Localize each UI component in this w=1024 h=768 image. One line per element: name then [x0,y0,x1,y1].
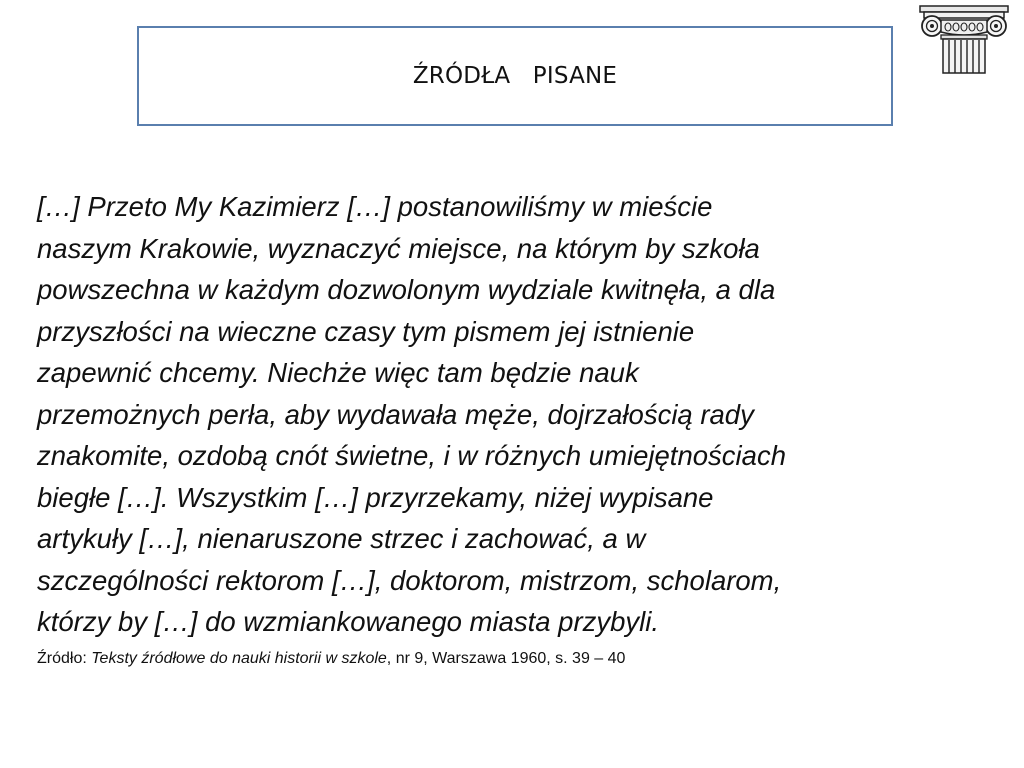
quote-line: […] Przeto My Kazimierz […] postanowiliśmy w mieście [37,191,713,222]
source-book-title: Teksty źródłowe do nauki historii w szkole [91,650,387,667]
title-box [137,26,893,126]
quote-line: biegłe […]. Wszystkim […] przyrzekamy, niżej wypisane [37,481,714,513]
quote-text [37,186,997,643]
source-prefix: Źródło: [37,650,92,667]
quote-line: znakomite, ozdobą cnót świetne, i w różnych umiejętnościach [37,440,786,471]
quote-line: którzy by […] do wzmiankowanego miasta przybyli. [37,606,660,637]
quote-line: szczególności rektorom […], doktorom, mistrzom, scholarom, [37,564,782,596]
quote-line: przyszłości na wieczne czasy tym pismem jej istnienie [37,315,695,347]
quote-line: artykuły […], nienaruszone strzec i zachować, a w [37,523,646,554]
ionic-column-icon [914,4,1014,76]
quote-line: naszym Krakowie, wyznaczyć miejsce, na którym by szkoła [37,232,760,264]
quote-line: przemożnych perła, aby wydawała męże, dojrzałością rady [37,398,754,430]
source-citation [37,650,625,668]
source-details: , nr 9, Warszawa 1960, s. 39 – 40 [386,650,626,667]
quote-line: zapewnić chcemy. Niechże więc tam będzie nauk [37,357,639,388]
slide-title: ŹRÓDŁA PISANE [412,63,618,89]
quote-line: powszechna w każdym dozwolonym wydziale kwitnęła, a dla [37,274,776,305]
